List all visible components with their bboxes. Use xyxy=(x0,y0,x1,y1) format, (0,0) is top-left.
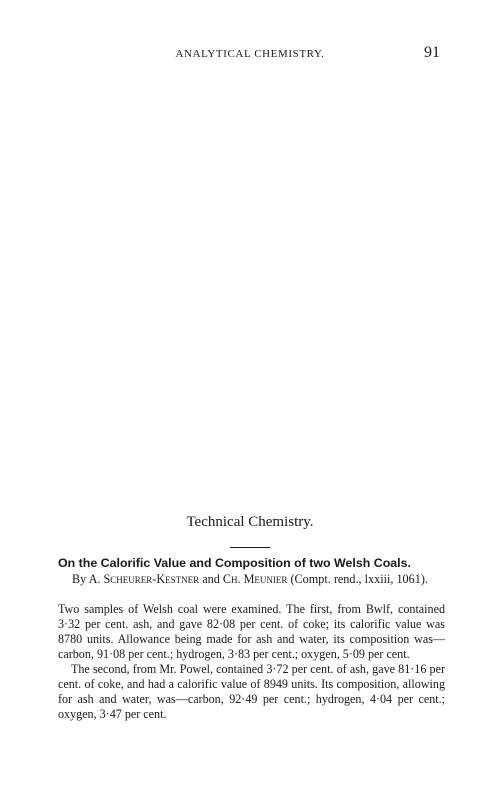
citation: (Compt. rend., lxxiii, 1061). xyxy=(287,572,428,586)
article-body xyxy=(58,602,445,722)
section-heading: Technical Chemistry. xyxy=(186,514,314,530)
article-byline xyxy=(72,572,455,587)
author-initial: Ch. xyxy=(222,572,244,586)
article-title: On the Calorific Value and Composition of two Welsh Coals. xyxy=(58,556,411,570)
running-title: ANALYTICAL CHEMISTRY. xyxy=(175,48,325,60)
byline-prefix: By A. xyxy=(72,572,104,586)
byline-conjunction: and xyxy=(199,572,223,586)
paragraph: The second, from Mr. Powel, contained 3·72 per cent. of ash, gave 81·16 per cent. of coke, and had a calorific value of 8949 units. Its composition, allowing for ash and water, was—carbon, 92·49 per cent.; hydrogen, 4·04 per cent.; oxygen, 3·47 per cent. xyxy=(58,662,445,721)
page-number: 91 xyxy=(424,44,440,61)
author-name: Meunier xyxy=(243,572,288,586)
author-name: Scheurer-Kestner xyxy=(103,572,200,586)
running-header xyxy=(60,44,440,66)
section-divider xyxy=(230,547,270,548)
paragraph: Two samples of Welsh coal were examined. The first, from Bwlf, contained 3·32 per cent. ash, and gave 82·08 per cent. of coke; its calorific value was 8780 units. Allowance being made for ash and water, its composition was—carbon, 91·08 per cent.; hydrogen, 3·83 per cent.; oxygen, 5·09 per cent. xyxy=(58,602,445,661)
